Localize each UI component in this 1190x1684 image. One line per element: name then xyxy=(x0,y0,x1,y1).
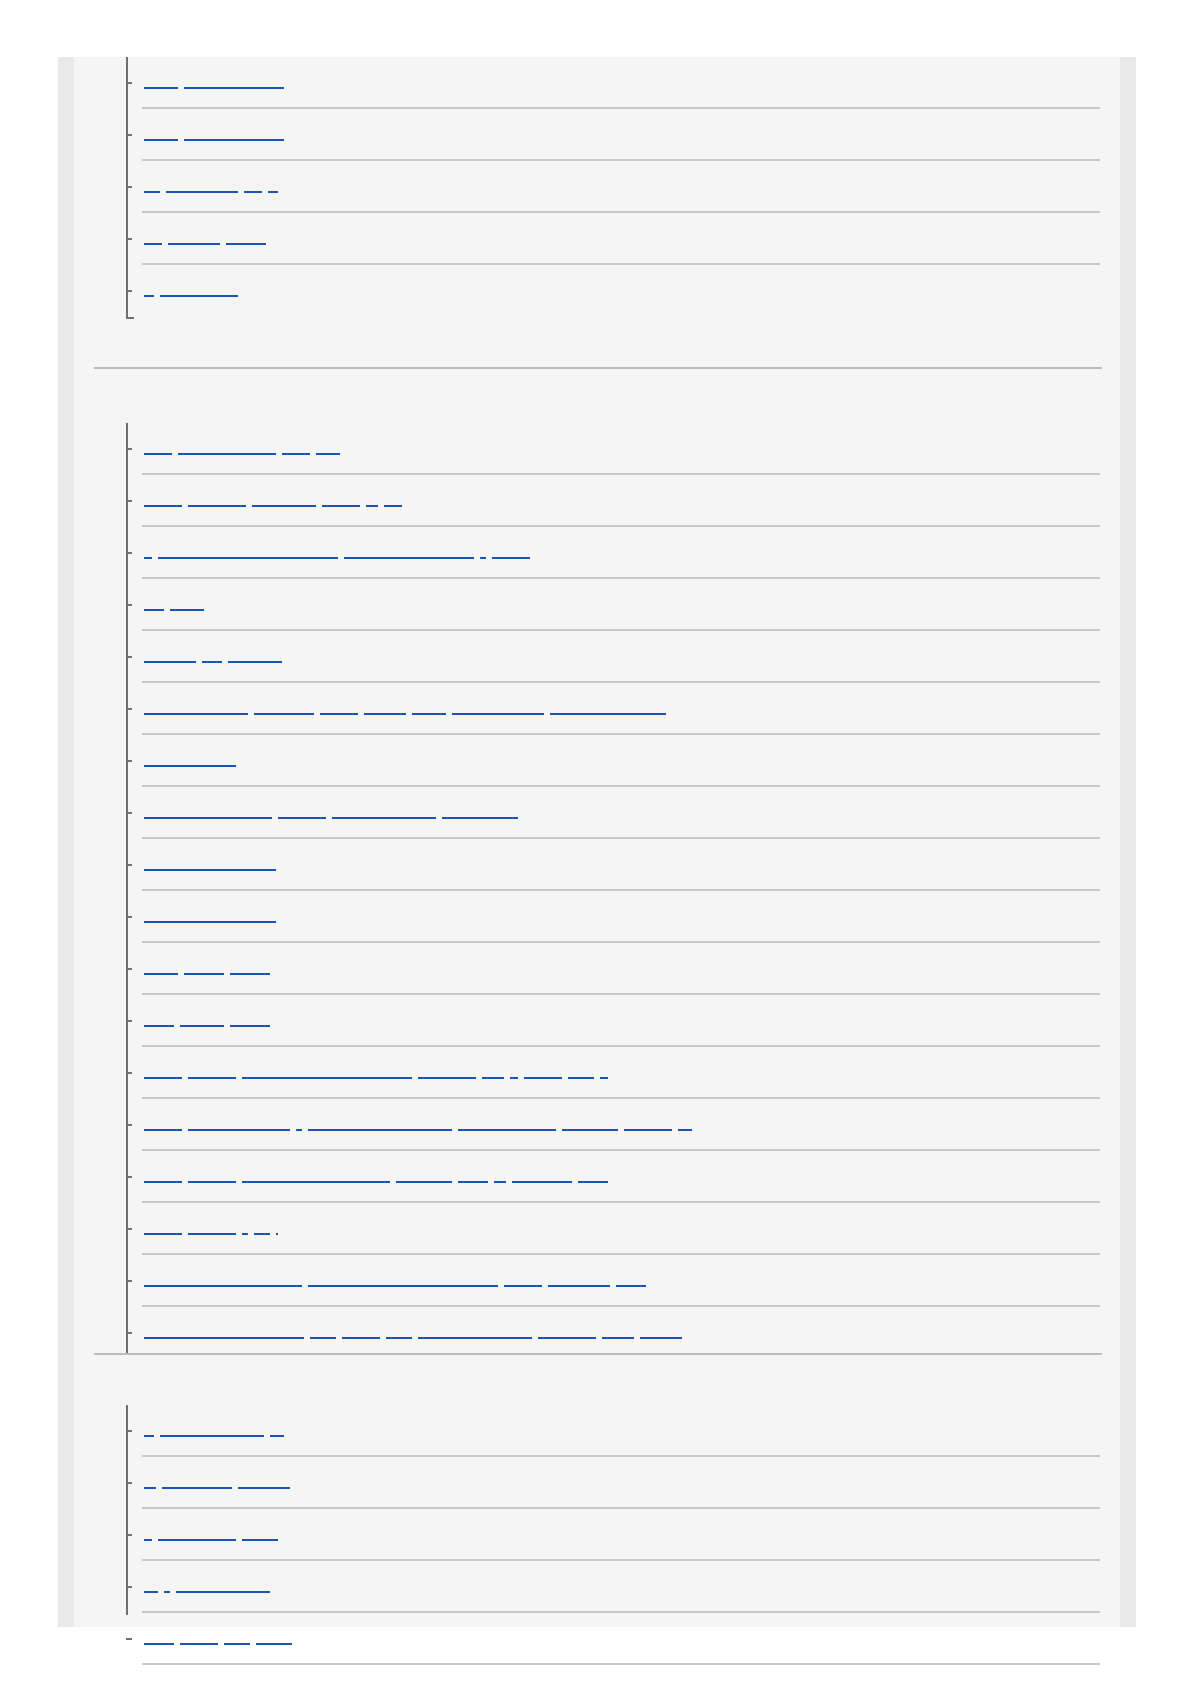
toc-link[interactable] xyxy=(144,1113,698,1131)
toc-link[interactable] xyxy=(144,279,244,297)
toc-link[interactable] xyxy=(144,1269,652,1287)
toc-link[interactable] xyxy=(144,697,672,715)
toc-link[interactable] xyxy=(144,1165,614,1183)
link-underline-mark xyxy=(524,1077,562,1079)
link-underline-mark xyxy=(144,505,182,507)
toc-item[interactable] xyxy=(126,265,1100,317)
toc-item[interactable] xyxy=(126,787,1100,839)
link-underline-mark xyxy=(512,1181,572,1183)
link-underline-mark xyxy=(550,713,666,715)
link-underline-mark xyxy=(188,1181,236,1183)
link-underline-mark xyxy=(562,1129,618,1131)
link-underline-mark xyxy=(492,557,530,559)
tree-branch xyxy=(126,500,132,502)
link-underline-mark xyxy=(458,1129,556,1131)
toc-item[interactable] xyxy=(126,527,1100,579)
link-underline-mark xyxy=(386,1337,412,1339)
toc-item[interactable] xyxy=(126,1203,1100,1255)
tree-branch xyxy=(126,552,132,554)
link-underline-mark xyxy=(144,1435,154,1437)
toc-item[interactable] xyxy=(126,475,1100,527)
toc-link[interactable] xyxy=(144,1627,298,1645)
toc-link[interactable] xyxy=(144,227,272,245)
tree-branch xyxy=(126,604,132,606)
link-underline-mark xyxy=(184,87,284,89)
link-underline-mark xyxy=(144,1129,182,1131)
toc-item[interactable] xyxy=(126,1255,1100,1307)
toc-item[interactable] xyxy=(126,213,1100,265)
link-underline-mark xyxy=(188,1077,236,1079)
link-underline-mark xyxy=(256,1643,292,1645)
toc-item[interactable] xyxy=(126,683,1100,735)
link-underline-mark xyxy=(144,453,172,455)
link-underline-mark xyxy=(158,557,338,559)
link-underline-mark xyxy=(308,1285,498,1287)
tree-branch xyxy=(126,1482,132,1484)
link-underline-mark xyxy=(270,1435,284,1437)
link-underline-mark xyxy=(166,191,238,193)
tree-branch xyxy=(126,812,132,814)
toc-link[interactable] xyxy=(144,1321,688,1339)
link-underline-mark xyxy=(224,1643,250,1645)
link-underline-mark xyxy=(188,1129,290,1131)
link-underline-mark xyxy=(144,191,160,193)
link-underline-mark xyxy=(180,1025,224,1027)
toc-section xyxy=(74,57,1120,357)
toc-item[interactable] xyxy=(126,109,1100,161)
tree-branch xyxy=(126,1228,132,1230)
link-underline-mark xyxy=(442,817,518,819)
link-underline-mark xyxy=(144,1181,182,1183)
toc-item[interactable] xyxy=(126,1047,1100,1099)
link-underline-mark xyxy=(230,1025,270,1027)
link-underline-mark xyxy=(458,1181,488,1183)
link-underline-mark xyxy=(278,817,326,819)
link-underline-mark xyxy=(342,1337,380,1339)
toc-item[interactable] xyxy=(126,1405,1100,1457)
link-underline-mark xyxy=(144,973,178,975)
toc-link[interactable] xyxy=(144,1575,276,1593)
toc-item[interactable] xyxy=(126,579,1100,631)
toc-link[interactable] xyxy=(144,1217,284,1235)
link-underline-mark xyxy=(176,1591,270,1593)
tree-branch xyxy=(126,1280,132,1282)
link-underline-mark xyxy=(168,243,220,245)
link-underline-mark xyxy=(344,557,474,559)
toc-section xyxy=(74,367,1120,1393)
tree-branch xyxy=(126,448,132,450)
toc-link[interactable] xyxy=(144,71,290,89)
link-underline-mark xyxy=(144,1539,152,1541)
link-underline-mark xyxy=(366,505,378,507)
link-underline-mark xyxy=(276,1233,278,1235)
toc-item[interactable] xyxy=(126,943,1100,995)
toc-item[interactable] xyxy=(126,995,1100,1047)
link-underline-mark xyxy=(184,139,284,141)
link-underline-mark xyxy=(640,1337,682,1339)
toc-item[interactable] xyxy=(126,161,1100,213)
tree-branch xyxy=(126,656,132,658)
link-underline-mark xyxy=(602,1337,634,1339)
toc-link[interactable] xyxy=(144,1523,284,1541)
link-underline-mark xyxy=(538,1337,596,1339)
link-underline-mark xyxy=(322,505,360,507)
link-underline-mark xyxy=(320,713,358,715)
toc-item[interactable] xyxy=(126,1307,1100,1359)
link-underline-mark xyxy=(494,1181,506,1183)
toc-item[interactable] xyxy=(126,423,1100,475)
toc-link[interactable] xyxy=(144,1009,276,1027)
link-underline-mark xyxy=(242,1077,412,1079)
tree-branch xyxy=(126,864,132,866)
toc-item[interactable] xyxy=(126,57,1100,109)
link-underline-mark xyxy=(144,817,272,819)
link-underline-mark xyxy=(480,557,486,559)
link-underline-mark xyxy=(268,191,278,193)
toc-link[interactable] xyxy=(144,957,276,975)
link-underline-mark xyxy=(242,1233,248,1235)
link-underline-mark xyxy=(254,1233,270,1235)
tree-branch xyxy=(126,134,132,136)
link-underline-mark xyxy=(282,453,310,455)
link-underline-mark xyxy=(252,505,316,507)
link-underline-mark xyxy=(296,1129,302,1131)
link-underline-mark xyxy=(144,1337,304,1339)
link-underline-mark xyxy=(162,1487,232,1489)
link-underline-mark xyxy=(452,713,544,715)
link-underline-mark xyxy=(678,1129,692,1131)
toc-link[interactable] xyxy=(144,175,284,193)
link-underline-mark xyxy=(254,713,314,715)
link-underline-mark xyxy=(364,713,406,715)
toc-link[interactable] xyxy=(144,905,282,923)
link-underline-mark xyxy=(170,609,204,611)
link-underline-mark xyxy=(160,1435,264,1437)
link-underline-mark xyxy=(158,1539,236,1541)
link-underline-mark xyxy=(164,1591,170,1593)
link-underline-mark xyxy=(144,1025,174,1027)
tree-branch xyxy=(126,1124,132,1126)
toc-link[interactable] xyxy=(144,749,242,767)
link-underline-mark xyxy=(160,295,238,297)
toc-link[interactable] xyxy=(144,1471,296,1489)
link-underline-mark xyxy=(184,973,224,975)
link-underline-mark xyxy=(418,1077,476,1079)
toc-item[interactable] xyxy=(126,1099,1100,1151)
link-underline-mark xyxy=(188,1233,236,1235)
tree-branch xyxy=(126,916,132,918)
toc-link[interactable] xyxy=(144,123,290,141)
link-underline-mark xyxy=(144,139,178,141)
link-underline-mark xyxy=(418,1337,532,1339)
link-underline-mark xyxy=(230,973,270,975)
toc-item[interactable] xyxy=(126,1509,1100,1561)
link-underline-mark xyxy=(510,1077,518,1079)
link-underline-mark xyxy=(482,1077,504,1079)
link-underline-mark xyxy=(144,295,154,297)
toc-link[interactable] xyxy=(144,853,282,871)
link-underline-mark xyxy=(384,505,402,507)
tree-branch xyxy=(126,708,132,710)
tree-branch xyxy=(126,968,132,970)
tree-branch xyxy=(126,82,132,84)
link-underline-mark xyxy=(144,1643,174,1645)
toc-item[interactable] xyxy=(126,631,1100,683)
link-underline-mark xyxy=(548,1285,610,1287)
link-underline-mark xyxy=(616,1285,646,1287)
toc-link[interactable] xyxy=(144,541,536,559)
link-underline-mark xyxy=(226,243,266,245)
tree-branch xyxy=(126,1586,132,1588)
link-underline-mark xyxy=(244,191,262,193)
toc-item[interactable] xyxy=(126,1561,1100,1613)
tree-branch xyxy=(126,238,132,240)
link-underline-mark xyxy=(144,1487,156,1489)
link-underline-mark xyxy=(310,1337,336,1339)
link-underline-mark xyxy=(144,1233,182,1235)
tree-branch xyxy=(126,1332,132,1334)
toc-link[interactable] xyxy=(144,489,408,507)
document-content xyxy=(74,57,1120,1627)
link-underline-mark xyxy=(504,1285,542,1287)
link-underline-mark xyxy=(308,1129,452,1131)
link-underline-mark xyxy=(396,1181,452,1183)
link-underline-mark xyxy=(578,1181,608,1183)
link-underline-mark xyxy=(332,817,436,819)
link-underline-mark xyxy=(144,869,276,871)
tree-rail-end xyxy=(126,317,134,319)
row-separator xyxy=(142,1663,1100,1665)
link-underline-mark xyxy=(202,661,222,663)
tree-branch xyxy=(126,1176,132,1178)
toc-link[interactable] xyxy=(144,801,524,819)
link-underline-mark xyxy=(144,557,152,559)
link-underline-mark xyxy=(144,765,236,767)
link-underline-mark xyxy=(624,1129,672,1131)
toc-item[interactable] xyxy=(126,839,1100,891)
toc-item[interactable] xyxy=(126,1151,1100,1203)
toc-link[interactable] xyxy=(144,593,210,611)
tree-branch xyxy=(126,760,132,762)
link-underline-mark xyxy=(144,87,178,89)
tree-branch xyxy=(126,1020,132,1022)
link-underline-mark xyxy=(144,1077,182,1079)
tree-branch xyxy=(126,1534,132,1536)
link-underline-mark xyxy=(600,1077,608,1079)
toc-item[interactable] xyxy=(126,735,1100,787)
link-underline-mark xyxy=(144,713,248,715)
link-underline-mark xyxy=(144,609,164,611)
link-underline-mark xyxy=(242,1181,390,1183)
tree-branch xyxy=(126,1072,132,1074)
link-underline-mark xyxy=(144,1285,302,1287)
toc-item[interactable] xyxy=(126,1613,1100,1665)
link-underline-mark xyxy=(188,505,246,507)
link-underline-mark xyxy=(238,1487,290,1489)
toc-link[interactable] xyxy=(144,645,288,663)
tree-branch xyxy=(126,1430,132,1432)
toc-item[interactable] xyxy=(126,1457,1100,1509)
toc-section xyxy=(74,1353,1120,1655)
link-underline-mark xyxy=(144,1591,158,1593)
link-underline-mark xyxy=(316,453,340,455)
toc-item[interactable] xyxy=(126,891,1100,943)
toc-link[interactable] xyxy=(144,1061,614,1079)
link-underline-mark xyxy=(144,243,162,245)
link-underline-mark xyxy=(228,661,282,663)
tree-branch xyxy=(126,186,132,188)
link-underline-mark xyxy=(180,1643,218,1645)
link-underline-mark xyxy=(568,1077,594,1079)
link-underline-mark xyxy=(242,1539,278,1541)
link-underline-mark xyxy=(144,921,276,923)
toc-link[interactable] xyxy=(144,437,346,455)
document-page xyxy=(58,57,1136,1627)
link-underline-mark xyxy=(144,661,196,663)
tree-branch xyxy=(126,290,132,292)
tree-branch xyxy=(126,1638,132,1640)
toc-link[interactable] xyxy=(144,1419,290,1437)
link-underline-mark xyxy=(178,453,276,455)
link-underline-mark xyxy=(412,713,446,715)
